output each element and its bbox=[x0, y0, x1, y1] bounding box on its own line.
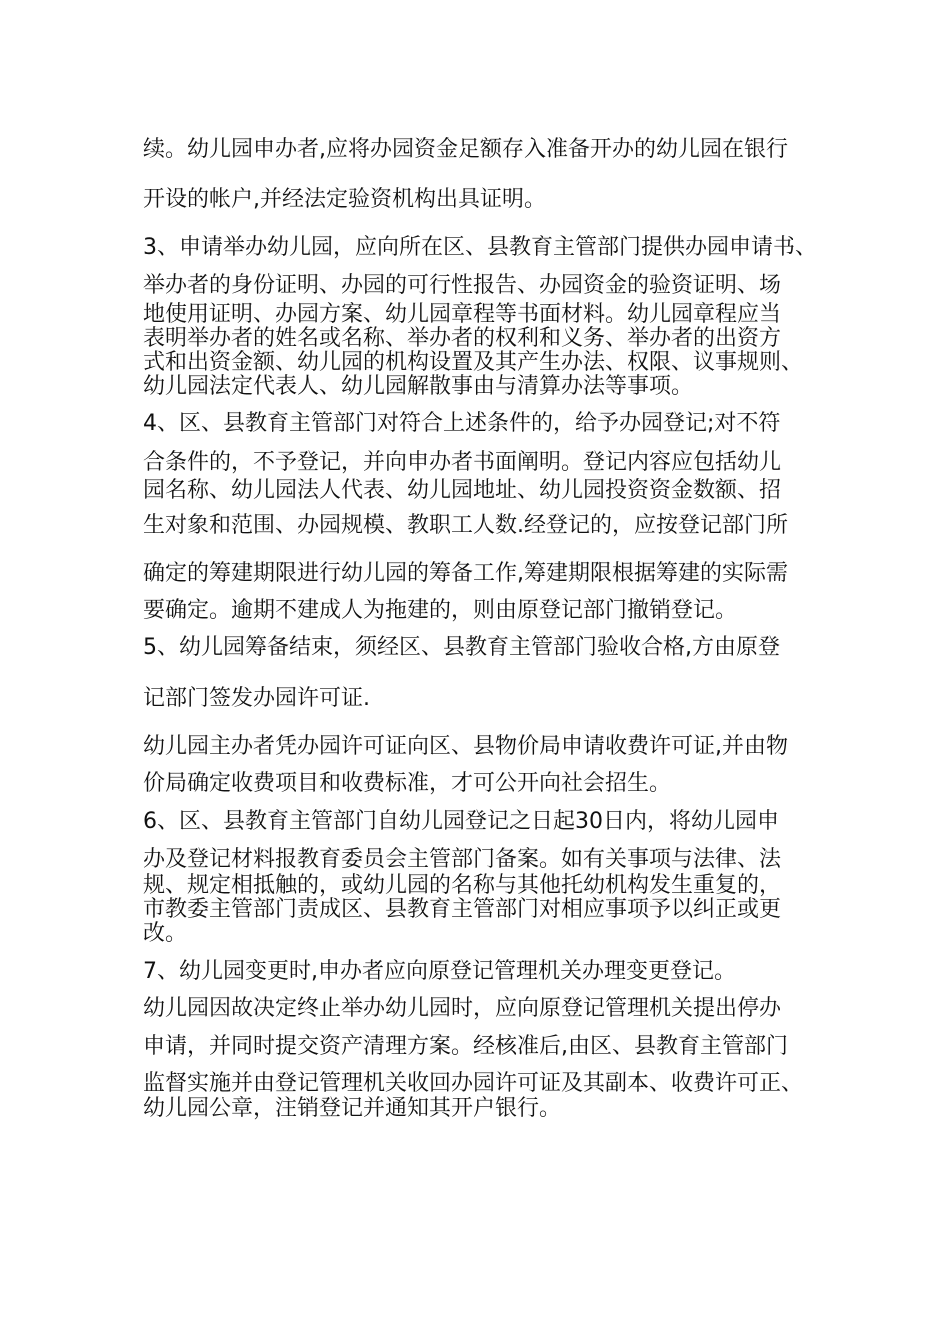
text-line: 式和出资金额、幼儿园的机构设置及其产生办法、权限、议事规则、 bbox=[143, 350, 804, 375]
text-line: 7、幼儿园变更时,申办者应向原登记管理机关办理变更登记。 bbox=[143, 959, 736, 984]
text-line: 3、申请举办幼儿园，应向所在区、县教育主管部门提供办园申请书、 bbox=[143, 235, 817, 260]
text-line: 举办者的身份证明、办园的可行性报告、办园资金的验资证明、场 bbox=[143, 273, 782, 298]
text-line: 幼儿园因故决定终止举办幼儿园时，应向原登记管理机关提出停办 bbox=[143, 996, 782, 1021]
text-line: 记部门签发办园许可证. bbox=[143, 686, 370, 711]
text-line: 办及登记材料报教育委员会主管部门备案。如有关事项与法律、法 bbox=[143, 847, 782, 872]
text-line: 续。幼儿园申办者,应将办园资金足额存入准备开办的幼儿园在银行 bbox=[143, 137, 788, 162]
text-line: 价局确定收费项目和收费标准，才可公开向社会招生。 bbox=[143, 771, 672, 796]
text-line: 市教委主管部门责成区、县教育主管部门对相应事项予以纠正或更 bbox=[143, 897, 782, 922]
text-line: 4、区、县教育主管部门对符合上述条件的，给予办园登记;对不符 bbox=[143, 411, 781, 436]
text-line: 幼儿园主办者凭办园许可证向区、县物价局申请收费许可证,并由物 bbox=[143, 734, 788, 759]
text-line: 园名称、幼儿园法人代表、幼儿园地址、幼儿园投资资金数额、招 bbox=[143, 478, 782, 503]
text-line: 申请，并同时提交资产清理方案。经核准后,由区、县教育主管部门 bbox=[143, 1034, 788, 1059]
text-line: 监督实施并由登记管理机关收回办园许可证及其副本、收费许可正、 bbox=[143, 1071, 804, 1096]
text-line: 生对象和范围、办园规模、教职工人数.经登记的，应按登记部门所 bbox=[143, 513, 788, 538]
text-line: 5、幼儿园筹备结束，须经区、县教育主管部门验收合格,方由原登 bbox=[143, 635, 780, 660]
text-line: 合条件的，不予登记，并向申办者书面阐明。登记内容应包括幼儿 bbox=[143, 450, 782, 475]
text-line: 幼儿园法定代表人、幼儿园解散事由与清算办法等事项。 bbox=[143, 374, 694, 399]
text-line: 规、规定相抵触的，或幼儿园的名称与其他托幼机构发生重复的， bbox=[143, 873, 782, 898]
text-line: 地使用证明、办园方案、幼儿园章程等书面材料。幼儿园章程应当 bbox=[143, 302, 782, 327]
text-line: 表明举办者的姓名或名称、举办者的权利和义务、举办者的出资方 bbox=[143, 326, 782, 351]
text-line: 改。 bbox=[143, 921, 188, 946]
text-line: 确定的筹建期限进行幼儿园的筹备工作,筹建期限根据筹建的实际需 bbox=[143, 561, 788, 586]
text-line: 开设的帐户,并经法定验资机构出具证明。 bbox=[143, 187, 546, 212]
text-line: 幼儿园公章，注销登记并通知其开户银行。 bbox=[143, 1096, 562, 1121]
text-line: 要确定。逾期不建成人为拖建的，则由原登记部门撤销登记。 bbox=[143, 598, 738, 623]
text-line: 6、区、县教育主管部门自幼儿园登记之日起30日内，将幼儿园申 bbox=[143, 809, 779, 834]
